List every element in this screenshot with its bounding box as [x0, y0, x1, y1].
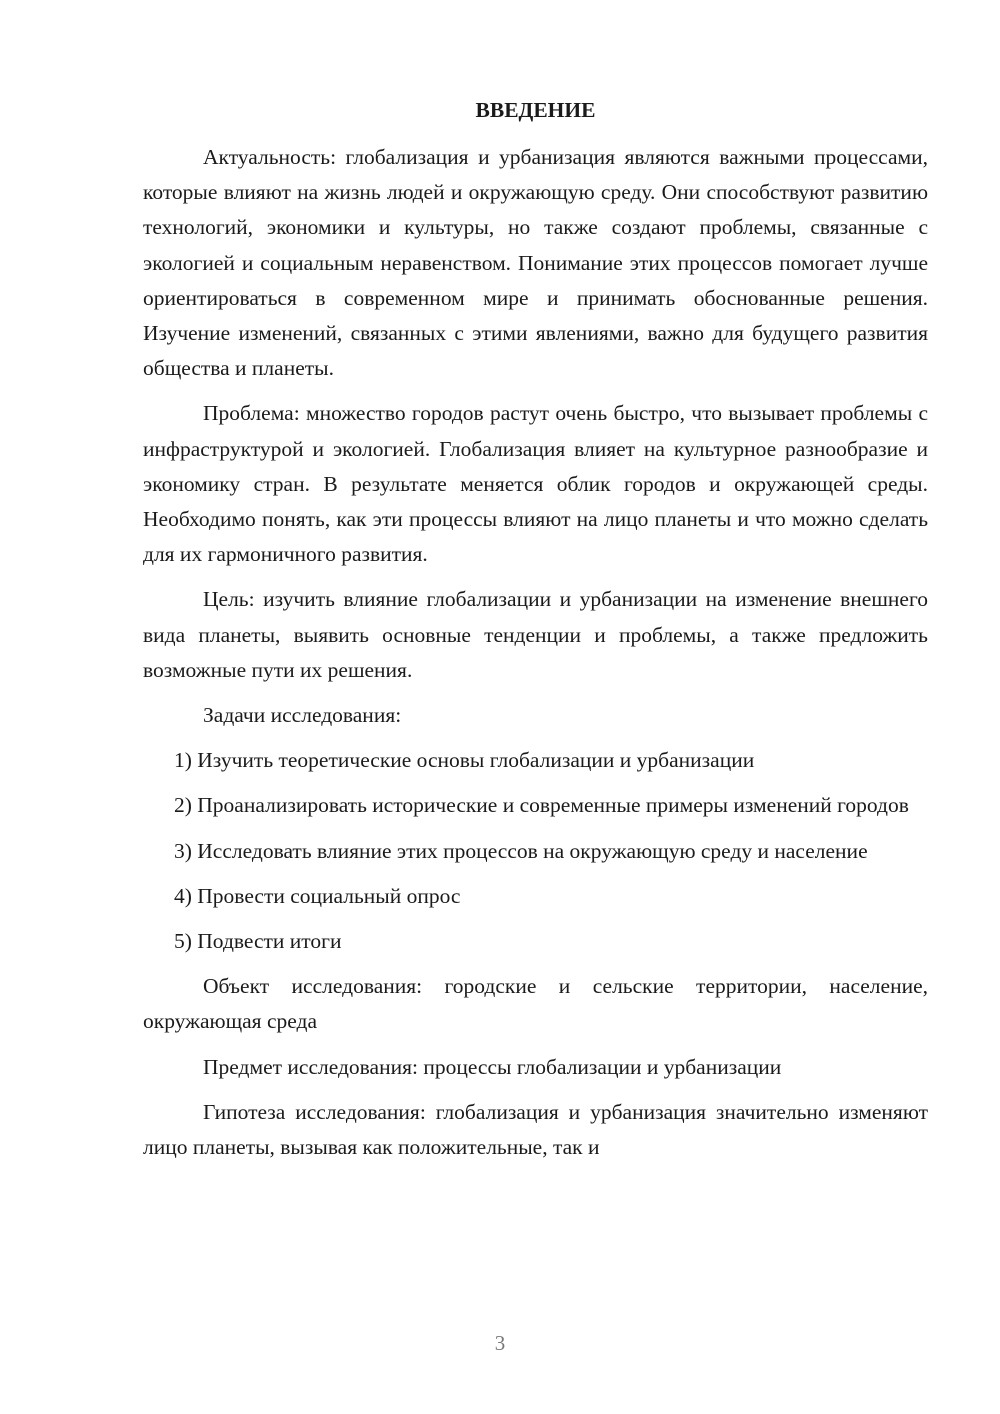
paragraph-subject: Предмет исследования: процессы глобализации и урбанизации: [203, 1054, 782, 1079]
paragraph-goal: Цель: изучить влияние глобализации и урбанизации на изменение внешнего вида планеты, выявить основные тенденции и проблемы, а также предложить возможные пути их решения.: [143, 587, 928, 682]
paragraph-problem: Проблема: множество городов растут очень быстро, что вызывает проблемы с инфраструктурой и экологией. Глобализация влияет на культурное разнообразие и экономику стран. В результате меняется облик городов и окружающей среды. Необходимо понять, как эти процессы влияют на лицо планеты и что можно сделать для их гармоничного развития.: [143, 401, 928, 567]
document-page: [143, 90, 928, 1175]
task-item-4: 4) Провести социальный опрос: [174, 883, 461, 908]
task-item-5: 5) Подвести итоги: [174, 929, 342, 954]
page-number: 3: [494, 1331, 506, 1355]
paragraph-hypothesis: Гипотеза исследования: глобализация и урбанизация значительно изменяют лицо планеты, вызывая как положительные, так и: [143, 1099, 928, 1160]
task-item-1: 1) Изучить теоретические основы глобализации и урбанизации: [174, 748, 755, 773]
paragraph-relevance: Актуальность: глобализация и урбанизация являются важными процессами, которые влияют на жизнь людей и окружающую среду. Они способствуют развитию технологий, экономики и культуры, но также создают проблемы, связанные с экологией и социальным неравенством. Понимание этих процессов помогает лучше ориентироваться в современном мире и принимать обоснованные решения. Изучение изменений, связанных с этими явлениями, важно для будущего развития общества и планеты.: [143, 145, 928, 381]
section-title: ВВЕДЕНИЕ: [475, 98, 596, 122]
paragraph-tasks-heading: Задачи исследования:: [203, 703, 402, 728]
task-item-2: 2) Проанализировать исторические и современные примеры изменений городов: [174, 793, 909, 818]
paragraph-object: Объект исследования: городские и сельские территории, население, окружающая среда: [143, 974, 928, 1034]
task-item-3: 3) Исследовать влияние этих процессов на окружающую среду и население: [174, 838, 868, 863]
